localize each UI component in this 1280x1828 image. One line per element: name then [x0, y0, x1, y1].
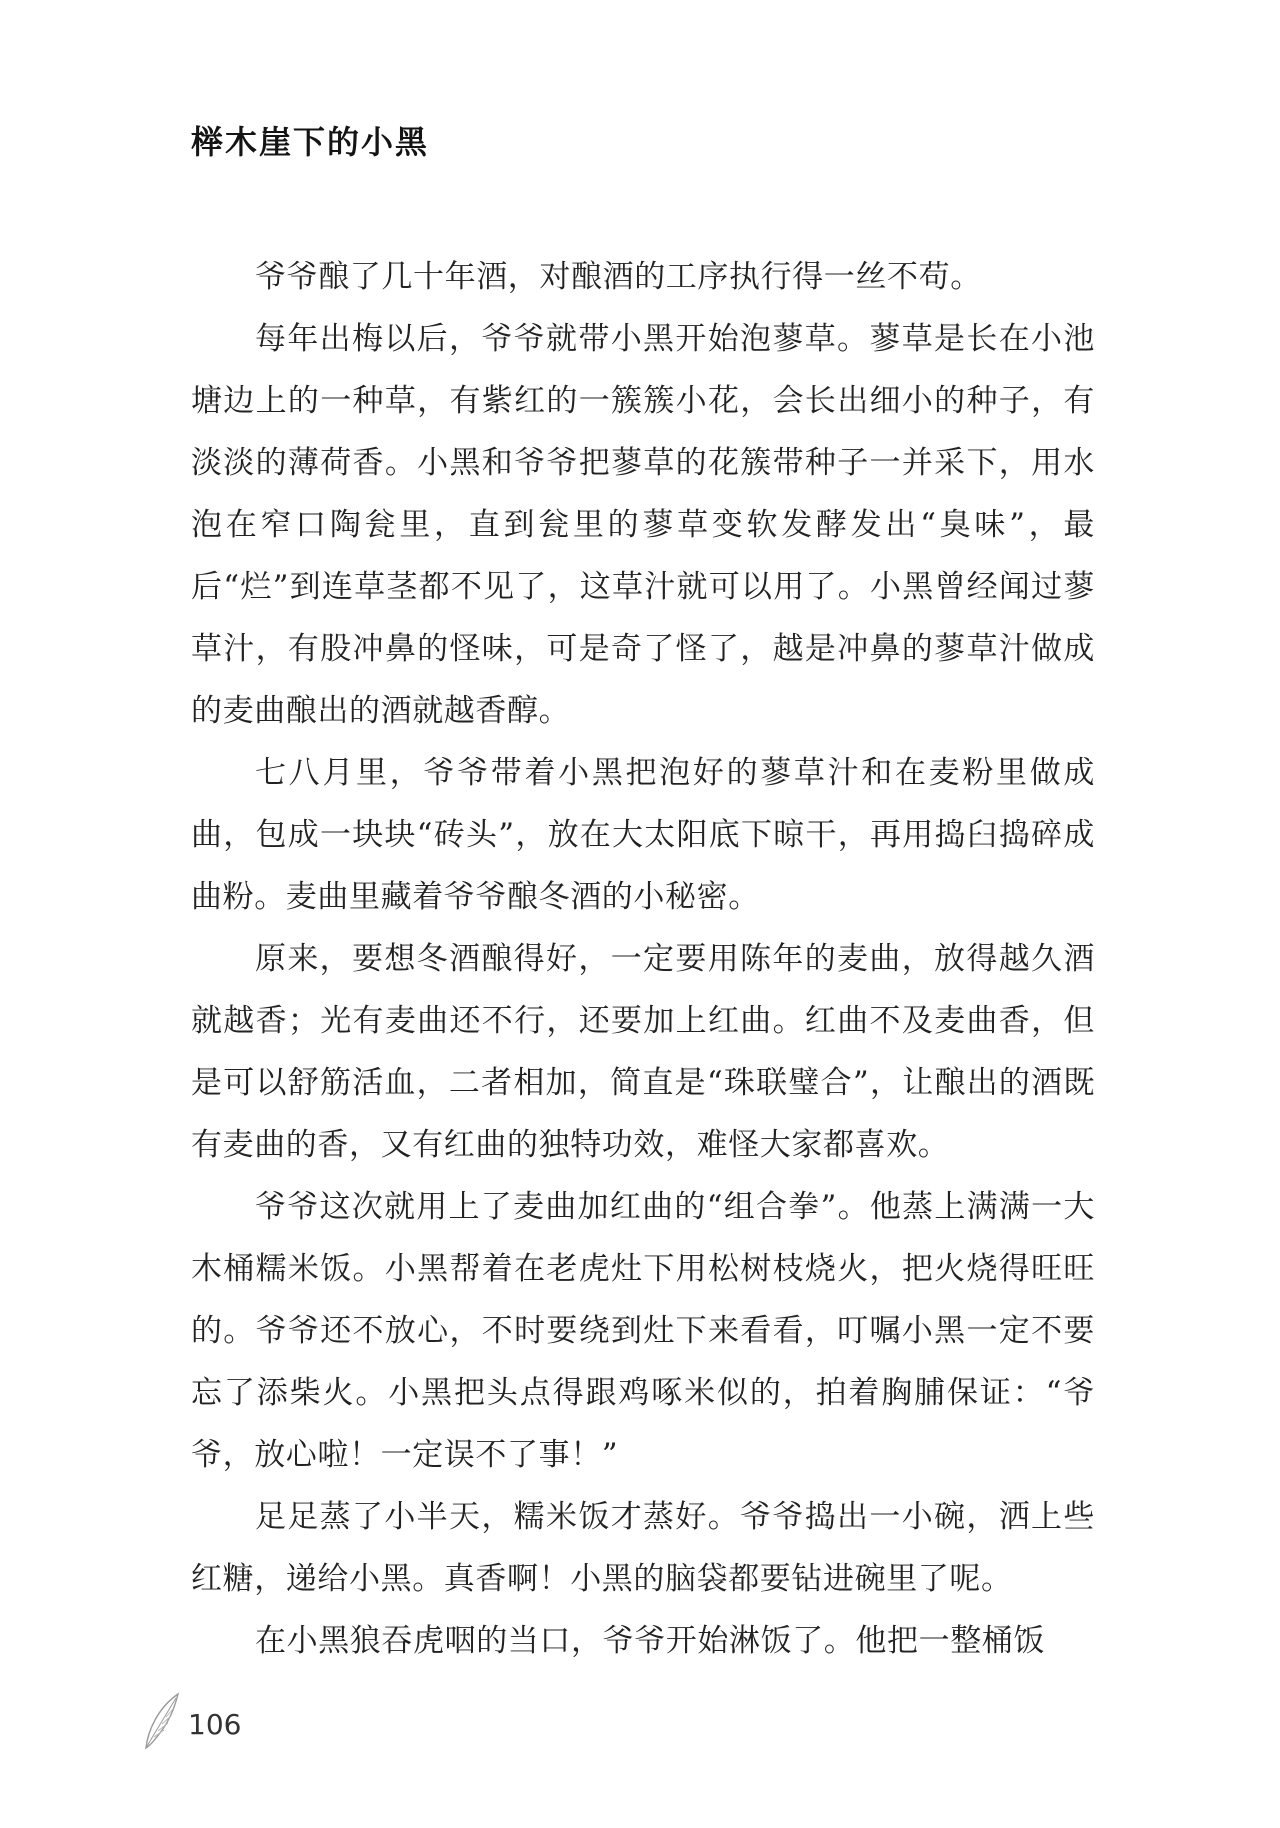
body-text [191, 246, 1095, 1672]
paragraph: 爷爷酿了几十年酒，对酿酒的工序执行得一丝不苟。 [255, 259, 982, 295]
paragraph: 爷爷这次就用上了麦曲加红曲的“组合拳”。他蒸上满满一大木桶糯米饭。小黑帮着在老虎灶下用松树枝烧火，把火烧得旺旺的。爷爷还不放心，不时要绕到灶下来看看，叮嘱小黑一定不要忘了添柴火。小黑把头点得跟鸡啄米似的，拍着胸脯保证：“爷爷，放心啦！一定误不了事！” [191, 1189, 1095, 1473]
page-footer [140, 1690, 241, 1752]
paragraph: 每年出梅以后，爷爷就带小黑开始泡蓼草。蓼草是长在小池塘边上的一种草，有紫红的一簇簇小花，会长出细小的种子，有淡淡的薄荷香。小黑和爷爷把蓼草的花簇带种子一并采下，用水泡在窄口陶瓮里，直到瓮里的蓼草变软发酵发出“臭味”，最后“烂”到连草茎都不见了，这草汁就可以用了。小黑曾经闻过蓼草汁，有股冲鼻的怪味，可是奇了怪了，越是冲鼻的蓼草汁做成的麦曲酿出的酒就越香醇。 [191, 321, 1095, 729]
page-number: 106 [188, 1707, 242, 1741]
paragraph: 原来，要想冬酒酿得好，一定要用陈年的麦曲，放得越久酒就越香；光有麦曲还不行，还要加上红曲。红曲不及麦曲香，但是可以舒筋活血，二者相加，简直是“珠联璧合”，让酿出的酒既有麦曲的香，又有红曲的独特功效，难怪大家都喜欢。 [191, 941, 1095, 1163]
paragraph: 七八月里，爷爷带着小黑把泡好的蓼草汁和在麦粉里做成曲，包成一块块“砖头”，放在大太阳底下晾干，再用捣臼捣碎成曲粉。麦曲里藏着爷爷酿冬酒的小秘密。 [191, 755, 1095, 915]
feather-icon [140, 1690, 186, 1752]
paragraph: 在小黑狼吞虎咽的当口，爷爷开始淋饭了。他把一整桶饭 [255, 1623, 1045, 1659]
paragraph: 足足蒸了小半天，糯米饭才蒸好。爷爷捣出一小碗，洒上些红糖，递给小黑。真香啊！小黑的脑袋都要钻进碗里了呢。 [191, 1499, 1095, 1597]
page-title: 榉木崖下的小黑 [191, 123, 430, 161]
